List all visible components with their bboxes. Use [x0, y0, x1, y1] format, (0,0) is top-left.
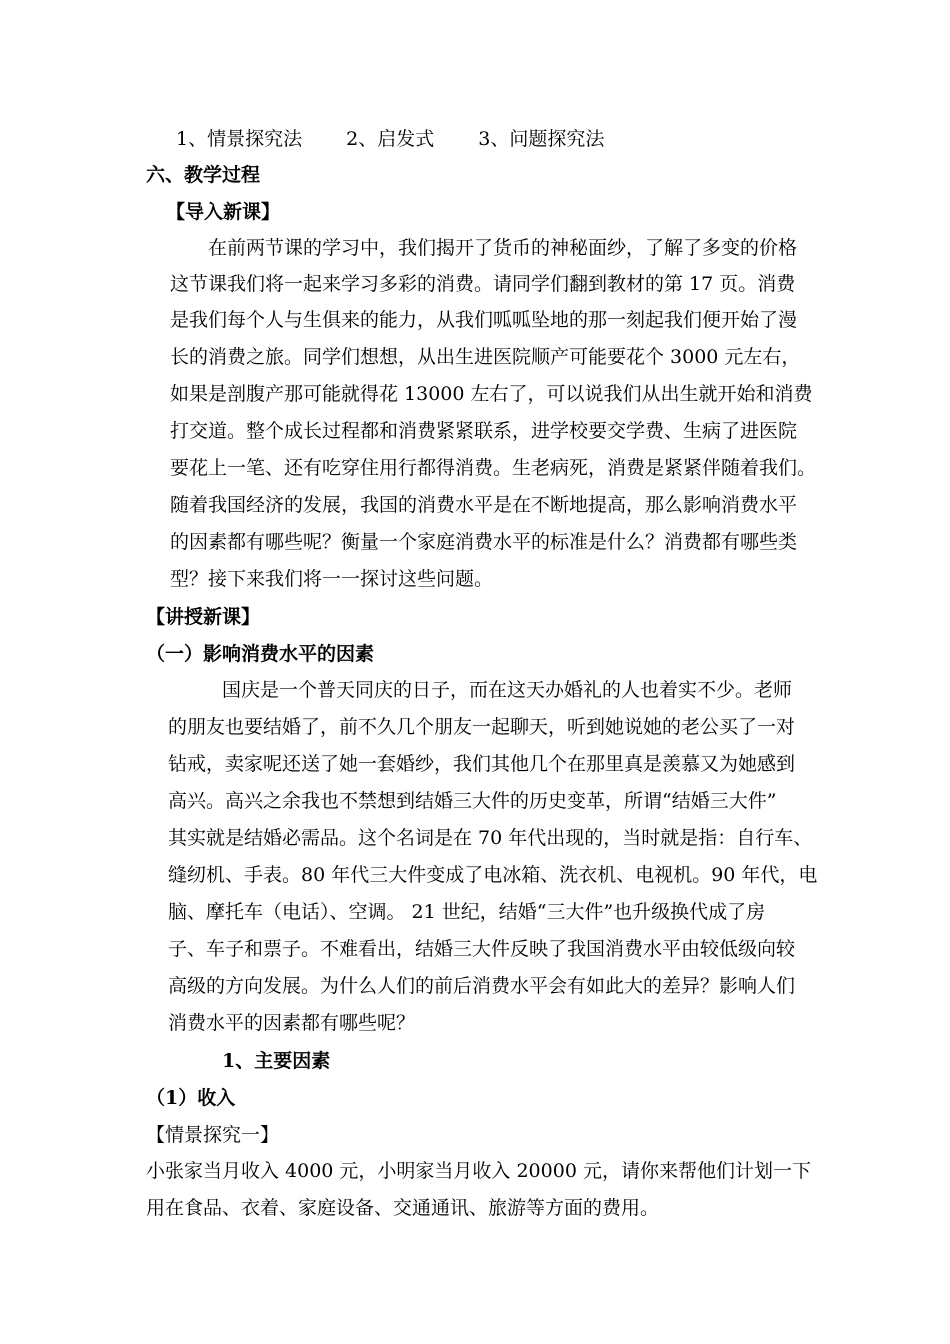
paragraph-line: 如果是剖腹产那可能就得花 13000 左右了，可以说我们从出生就开始和消费 [170, 383, 813, 405]
heading-scenario-1: 【情景探究一】 [146, 1124, 280, 1146]
paragraph-line: 这节课我们将一起来学习多彩的消费。请同学们翻到教材的第 17 页。消费 [170, 273, 796, 295]
heading-intro: 【导入新课】 [166, 201, 281, 223]
heading-main-factors: 1、主要因素 [222, 1050, 331, 1072]
paragraph-line: 打交道。整个成长过程都和消费紧紧联系，进学校要交学费、生病了进医院 [170, 420, 798, 442]
paragraph-line: 高级的方向发展。为什么人们的前后消费水平会有如此大的差异？影响人们 [168, 975, 796, 997]
paragraph-line: 要花上一笔、还有吃穿住用行都得消费。生老病死，消费是紧紧伴随着我们。 [170, 457, 817, 479]
paragraph-line: 高兴。高兴之余我也不禁想到结婚三大件的历史变革，所谓“结婚三大件” [168, 790, 777, 812]
paragraph-line: 其实就是结婚必需品。这个名词是在 70 年代出现的，当时就是指：自行车、 [168, 827, 813, 849]
heading-section-1: （一）影响消费水平的因素 [146, 643, 375, 665]
heading-lecture: 【讲授新课】 [146, 606, 261, 628]
method-3: 3、问题探究法 [478, 128, 605, 150]
paragraph-line: 的朋友也要结婚了，前不久几个朋友一起聊天，听到她说她的老公买了一对 [168, 716, 796, 738]
paragraph-line: 长的消费之旅。同学们想想，从出生进医院顺产可能要花个 3000 元左右， [170, 346, 801, 368]
paragraph-line: 子、车子和票子。不难看出，结婚三大件反映了我国消费水平由较低级向较 [168, 938, 796, 960]
paragraph-line: 钻戒，卖家呢还送了她一套婚纱，我们其他几个在那里真是羡慕又为她感到 [168, 753, 796, 775]
heading-income: （1）收入 [146, 1087, 236, 1109]
paragraph-line: 消费水平的因素都有哪些呢？ [168, 1012, 416, 1034]
paragraph-line: 的因素都有哪些呢？衡量一个家庭消费水平的标准是什么？消费都有哪些类 [170, 531, 798, 553]
heading-teaching-process: 六、教学过程 [146, 164, 261, 186]
method-2: 2、启发式 [346, 128, 435, 150]
paragraph-line: 是我们每个人与生俱来的能力，从我们呱呱坠地的那一刻起我们便开始了漫 [170, 309, 798, 331]
paragraph-line: 脑、摩托车（电话）、空调。 21 世纪，结婚“三大件”也升级换代成了房 [168, 901, 766, 923]
paragraph-line: 国庆是一个普天同庆的日子，而在这天办婚礼的人也着实不少。老师 [222, 679, 793, 701]
paragraph-line: 随着我国经济的发展，我国的消费水平是在不断地提高，那么影响消费水平 [170, 494, 798, 516]
paragraph-line: 在前两节课的学习中，我们揭开了货币的神秘面纱，了解了多变的价格 [208, 237, 798, 259]
paragraph-line: 用在食品、衣着、家庭设备、交通通讯、旅游等方面的费用。 [146, 1197, 660, 1219]
paragraph-line: 型？接下来我们将一一探讨这些问题。 [170, 568, 494, 590]
paragraph-line: 小张家当月收入 4000 元，小明家当月收入 20000 元，请你来帮他们计划一下 [146, 1160, 811, 1182]
teaching-methods [176, 126, 604, 152]
paragraph-line: 缝纫机、手表。80 年代三大件变成了电冰箱、洗衣机、电视机。90 年代，电 [168, 864, 818, 886]
method-1: 1、情景探究法 [176, 128, 303, 150]
